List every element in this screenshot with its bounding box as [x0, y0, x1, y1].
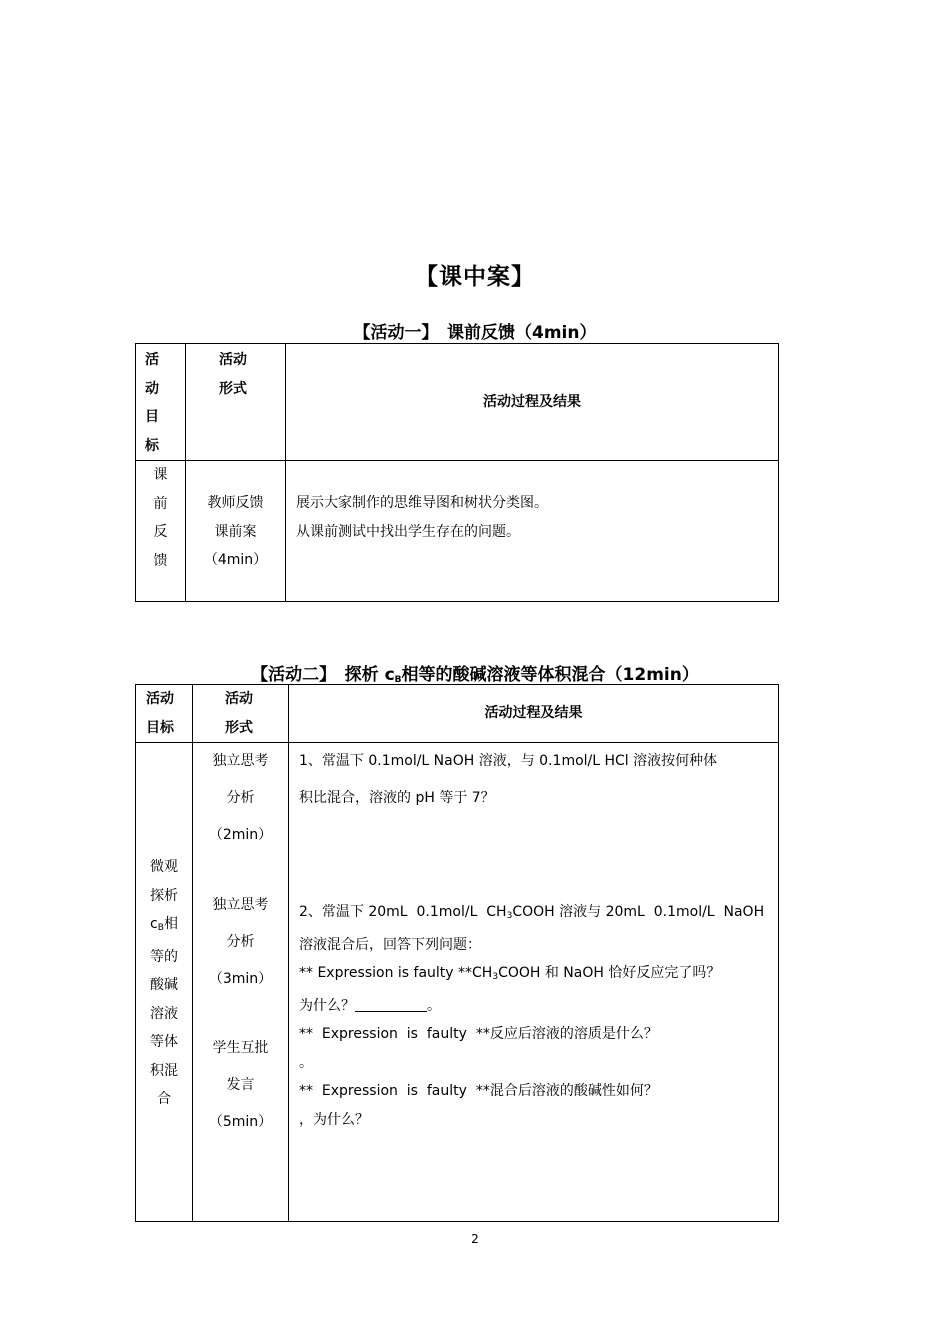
header-goal: 活 动 目 标 — [136, 344, 186, 461]
page-title: 【课中案】 — [415, 264, 535, 290]
header-process: 活动过程及结果 — [289, 685, 779, 743]
header-form: 活动 形式 — [186, 344, 286, 461]
goal-cell: 课 前 反 馈 — [136, 461, 186, 602]
process-cell: 展示大家制作的思维导图和树状分类图。 从课前测试中找出学生存在的问题。 — [286, 461, 779, 602]
form-cell: 独立思考 分析 （2min） 独立思考 分析 （3min） 学生互批 发言 （5min） — [193, 743, 289, 1222]
form-cell: 教师反馈 课前案 （4min） — [186, 461, 286, 602]
header-form: 活动 形式 — [193, 685, 289, 743]
answer-blank[interactable] — [355, 997, 427, 1012]
activity1-table — [135, 343, 779, 602]
header-process: 活动过程及结果 — [286, 344, 779, 461]
activity1-title: 【活动一】 课前反馈（4min） — [353, 323, 597, 343]
header-goal: 活动 目标 — [136, 685, 193, 743]
process-cell — [289, 743, 779, 1222]
question-1: 1、常温下 0.1mol/L NaOH 溶液，与 0.1mol/L HCl 溶液按何种体 积比混合，溶液的 pH 等于 7？ — [299, 753, 718, 806]
page-number: 2 — [471, 1232, 479, 1246]
activity2-table — [135, 684, 779, 1222]
goal-cell: 微观 探析 cB相 等的 酸碱 溶液 等体 积混 合 — [136, 743, 193, 1222]
question-2: 2、常温下 20mL 0.1mol/L CH3COOH 溶液与 20mL 0.1mol/L NaOH 溶液混合后，回答下列问题： ** Expression is faulty **CH3COOH 和 NaOH 恰好反应完了吗？ 为什么？ 。 ** Expression is faulty **反应后溶液的溶质是什么？ 。 ** Expression is faulty **混合后溶液的酸碱性如何？ ，为什么？ — [299, 904, 765, 1128]
activity2-title: 【活动二】 探析 cB相等的酸碱溶液等体积混合（12min） — [251, 665, 699, 685]
